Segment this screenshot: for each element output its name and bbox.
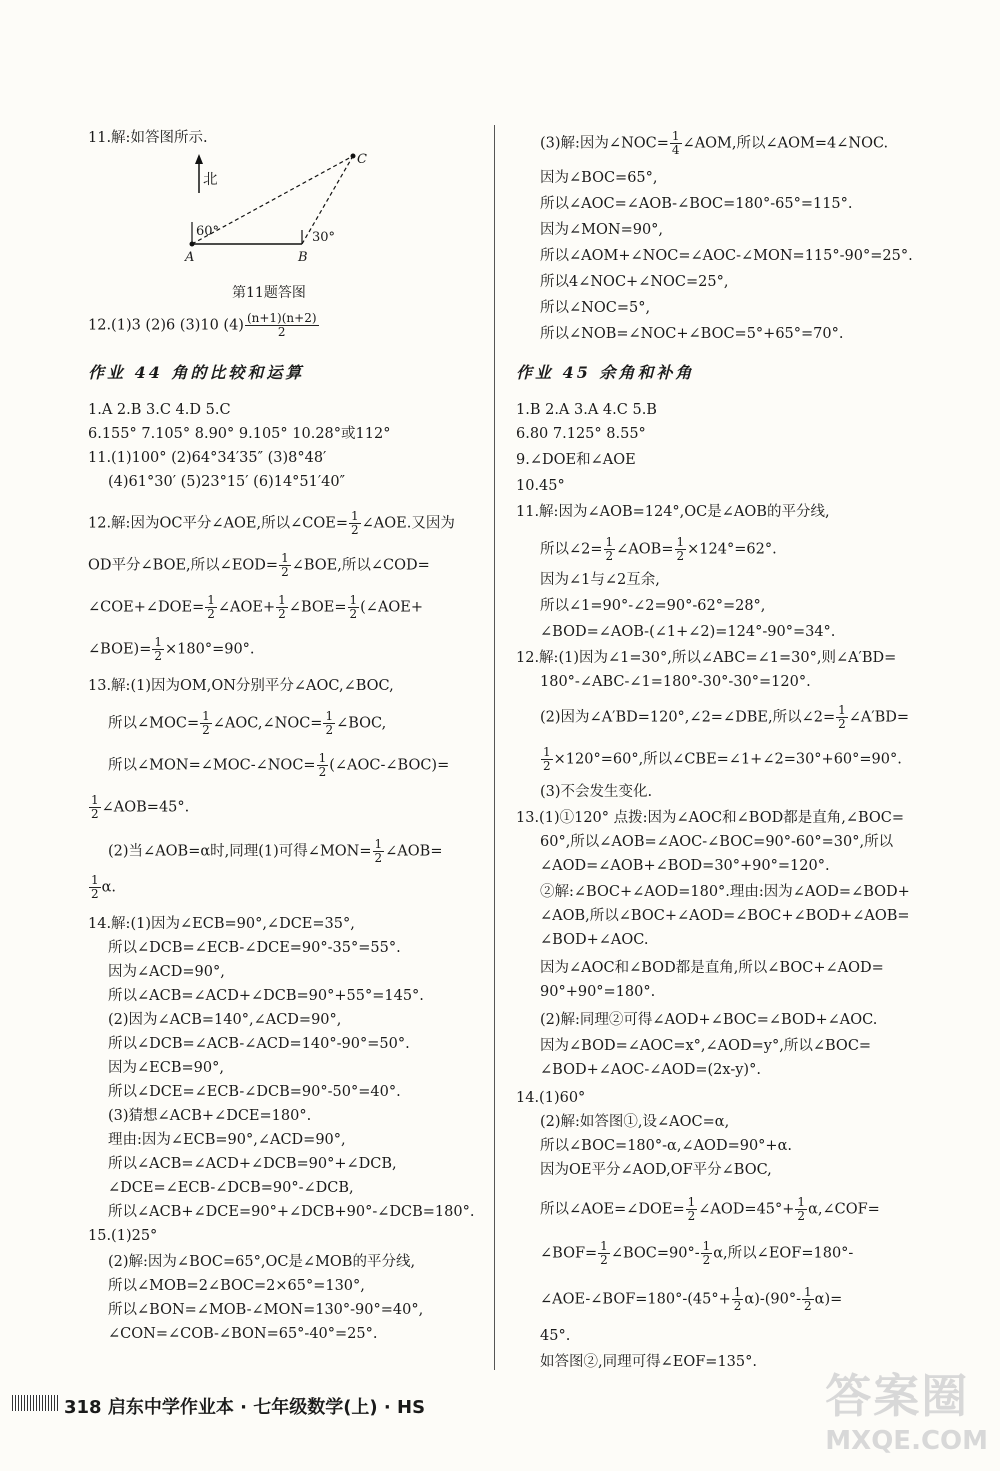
point-A	[190, 242, 195, 247]
north-arrow-head	[195, 154, 203, 164]
frac	[686, 1196, 698, 1223]
frac	[732, 1286, 744, 1313]
d: 2	[91, 887, 99, 901]
frac	[152, 636, 164, 663]
watermark-logo	[825, 1360, 988, 1456]
n: 1	[600, 1239, 608, 1253]
q11-figure	[170, 148, 370, 266]
b45-13i: (2)解:同理②可得∠AOD+∠BOC=∠BOD+∠AOC.	[540, 1012, 878, 1028]
d: 4	[671, 143, 680, 157]
a44-14i: (3)猜想∠ACB+∠DCE=180°.	[108, 1108, 312, 1124]
d: 2	[543, 759, 551, 773]
n: 1	[325, 709, 334, 723]
a44-15a: 15.(1)25°	[88, 1228, 158, 1244]
t: 所以∠AOE=∠DOE=	[540, 1201, 685, 1218]
t: ∠COE+∠DOE=	[88, 599, 205, 616]
b45-12d	[540, 746, 902, 773]
t: ∠AOB=45°.	[101, 799, 190, 816]
section-45-heading: 作业 45 余角和补角	[516, 363, 695, 382]
b45-10: 10.45°	[516, 478, 565, 494]
n: 1	[676, 535, 685, 549]
b45-12a: 12.解:(1)因为∠1=30°,所以∠ABC=∠1=30°,则∠A′BD=	[516, 650, 897, 666]
n: 1	[349, 593, 358, 607]
a44-13c	[108, 752, 449, 779]
frac	[323, 710, 335, 737]
frac	[541, 746, 553, 773]
b45-14g	[540, 1286, 842, 1313]
d: 2	[207, 607, 215, 621]
b45-14a: 14.(1)60°	[516, 1090, 586, 1106]
b45-14h: 45°.	[540, 1328, 571, 1344]
frac	[373, 838, 385, 865]
b45-13b: 60°,所以∠AOB=∠AOC-∠BOC=90°-60°=30°,所以	[540, 834, 894, 850]
frac	[598, 1240, 610, 1267]
b45-14e	[540, 1196, 880, 1223]
r-3h: 所以∠NOB=∠NOC+∠BOC=5°+65°=70°.	[540, 326, 844, 342]
watermark-url: MXQE.COM	[825, 1426, 988, 1456]
b45-13k: ∠BOD+∠AOC-∠AOD=(2x-y)°.	[540, 1062, 761, 1078]
page-footer: 318 启东中学作业本 · 七年级数学(上) · HS	[64, 1397, 426, 1418]
frac	[205, 594, 217, 621]
q12-den: 2	[277, 325, 286, 339]
a44-11: 11.(1)100° (2)64°34′35″ (3)8°48′	[88, 450, 327, 466]
n: 1	[702, 1239, 711, 1253]
a44-14d: 所以∠ACB=∠ACD+∠DCB=90°+55°=145°.	[108, 988, 424, 1004]
a44-14c: 因为∠ACD=90°,	[108, 964, 225, 980]
a44-14m: 所以∠ACB+∠DCE=90°+∠DCB+90°-∠DCB=180°.	[108, 1204, 475, 1220]
a44-14g: 因为∠ECB=90°,	[108, 1060, 224, 1076]
t: 12.解:因为OC平分∠AOE,所以∠COE=	[88, 515, 348, 532]
t: ∠BOF=	[540, 1245, 598, 1262]
b45-14i: 如答图②,同理可得∠EOF=135°.	[540, 1354, 757, 1370]
q12-prefix: 12.(1)3 (2)6 (3)10 (4)	[88, 317, 244, 334]
b45-11c: 因为∠1与∠2互余,	[540, 572, 660, 588]
t: ×180°=90°.	[165, 641, 255, 658]
frac	[279, 552, 291, 579]
d: 2	[154, 649, 162, 663]
b45-14b: (2)解:如答图①,设∠AOC=α,	[540, 1114, 730, 1130]
b45-1: 1.B 2.A 3.A 4.C 5.B	[516, 402, 657, 418]
b45-12e: (3)不会发生变化.	[540, 784, 653, 800]
r-3g: 所以∠NOC=5°,	[540, 300, 651, 316]
north-label: 北	[203, 172, 218, 188]
d: 2	[325, 723, 334, 737]
n: 1	[91, 793, 99, 807]
frac	[604, 536, 616, 563]
point-C	[351, 154, 356, 159]
t: ∠BOE)=	[88, 641, 152, 658]
frac	[317, 752, 329, 779]
n: 1	[154, 635, 162, 649]
b45-11d: 所以∠1=90°-∠2=90°-62°=28°,	[540, 598, 766, 614]
t: (45°+	[687, 1291, 731, 1308]
d: 2	[351, 523, 359, 537]
d: 2	[676, 549, 685, 563]
frac	[276, 594, 288, 621]
t: ∠AOB=	[616, 541, 674, 558]
a44-14k: 所以∠ACB=∠ACD+∠DCB=90°+∠DCB,	[108, 1156, 397, 1172]
r-3	[540, 130, 888, 157]
frac	[670, 130, 682, 157]
d: 2	[605, 549, 614, 563]
n: 1	[351, 509, 359, 523]
d: 2	[687, 1209, 696, 1223]
t: ∠AOE+	[217, 599, 276, 616]
a44-14b: 所以∠DCB=∠ECB-∠DCE=90°-35°=55°.	[108, 940, 401, 956]
angle-30-label: 30°	[312, 230, 336, 245]
d: 2	[838, 717, 846, 731]
t: OD平分∠BOE,所以∠EOD=	[88, 557, 279, 574]
t: ∠AOD=45°+	[698, 1201, 795, 1218]
t: α,∠COF=	[808, 1201, 880, 1218]
b45-13h: 90°+90°=180°.	[540, 984, 656, 1000]
a44-12b	[88, 552, 430, 579]
t: 所以∠2=	[540, 541, 603, 558]
d: 2	[702, 1253, 711, 1267]
n: 1	[804, 1285, 812, 1299]
r-3f: 所以4∠NOC+∠NOC=25°,	[540, 274, 729, 290]
d: 2	[349, 607, 358, 621]
t: (2)因为∠A′BD=120°,∠2=∠DBE,所以∠2=	[540, 709, 836, 726]
b45-12c	[540, 704, 909, 731]
b45-12b: 180°-∠ABC-∠1=180°-30°-30°=120°.	[540, 674, 811, 690]
frac	[348, 594, 360, 621]
a44-13e	[108, 838, 442, 865]
frac	[701, 1240, 713, 1267]
n: 1	[202, 709, 210, 723]
angle-60-label: 60°	[196, 224, 220, 239]
r-3e: 所以∠AOM+∠NOC=∠AOC-∠MON=115°-90°=25°.	[540, 248, 913, 264]
b45-13f: ∠BOD+∠AOC.	[540, 932, 649, 948]
a44-14a: 14.解:(1)因为∠ECB=90°,∠DCE=35°,	[88, 916, 355, 932]
a44-6: 6.155° 7.105° 8.90° 9.105° 10.28°或112°	[88, 426, 391, 442]
point-B-label: B	[298, 250, 308, 265]
d: 2	[318, 765, 327, 779]
r-3d: 因为∠MON=90°,	[540, 222, 664, 238]
n: 1	[671, 129, 680, 143]
point-A-label: A	[185, 250, 195, 265]
point-C-label: C	[357, 152, 367, 167]
n: 1	[281, 551, 289, 565]
b45-11b	[540, 536, 777, 563]
b45-13c: ∠AOD=∠AOB+∠BOD=30°+90°=120°.	[540, 858, 830, 874]
t: (∠AOE+	[360, 599, 424, 616]
b45-11e: ∠BOD=∠AOB-(∠1+∠2)=124°-90°=34°.	[540, 624, 836, 640]
d: 2	[281, 565, 289, 579]
n: 1	[733, 1285, 742, 1299]
b45-14c: 所以∠BOC=180°-α,∠AOD=90°+α.	[540, 1138, 792, 1154]
a44-14f: 所以∠DCB=∠ACB-∠ACD=140°-90°=50°.	[108, 1036, 410, 1052]
a44-14l: ∠DCE=∠ECB-∠DCB=90°-∠DCB,	[108, 1180, 354, 1196]
q12-answer	[88, 312, 320, 339]
t: ∠AOC,∠NOC=	[212, 715, 323, 732]
b45-14f	[540, 1240, 853, 1267]
b45-13j: 因为∠BOD=∠AOC=x°,∠AOD=y°,所以∠BOC=	[540, 1038, 872, 1054]
a44-1: 1.A 2.B 3.C 4.D 5.C	[88, 402, 231, 418]
n: 1	[687, 1195, 696, 1209]
b45-13e: ∠AOB,所以∠BOC+∠AOD=∠BOC+∠BOD+∠AOB=	[540, 908, 910, 924]
t: α)-(90°-	[744, 1291, 802, 1308]
r-3b: 因为∠BOC=65°,	[540, 170, 658, 186]
n: 1	[605, 535, 614, 549]
d: 2	[733, 1299, 742, 1313]
a44-15c: 所以∠MOB=2∠BOC=2×65°=130°,	[108, 1278, 365, 1294]
t: ∠BOC=90°-	[610, 1245, 700, 1262]
t: ∠BOC,	[336, 715, 387, 732]
a44-13f	[88, 874, 116, 901]
n: 1	[543, 745, 551, 759]
a44-11b: (4)61°30′ (5)23°15′ (6)14°51′40″	[108, 474, 346, 490]
frac	[89, 794, 101, 821]
b45-13a: 13.(1)①120° 点拨:因为∠AOC和∠BOD都是直角,∠BOC=	[516, 810, 905, 826]
d: 2	[278, 607, 286, 621]
t: ×124°=62°.	[687, 541, 777, 558]
t: ∠AOM,所以∠AOM=4∠NOC.	[682, 135, 889, 152]
t: ∠BOE,所以∠COD=	[291, 557, 430, 574]
t: ×120°=60°,所以∠CBE=∠1+∠2=30°+60°=90°.	[553, 751, 902, 768]
a44-12d	[88, 636, 255, 663]
d: 2	[91, 807, 99, 821]
t: 所以∠MON=∠MOC-∠NOC=	[108, 757, 316, 774]
q11-text: 11.解:如答图所示.	[88, 130, 208, 146]
frac	[200, 710, 212, 737]
t: α)=	[814, 1291, 843, 1308]
b45-13g: 因为∠AOC和∠BOD都是直角,所以∠BOC+∠AOD=	[540, 960, 884, 976]
a44-15e: ∠CON=∠COB-∠BON=65°-40°=25°.	[108, 1326, 378, 1342]
a44-12c	[88, 594, 423, 621]
t: (∠AOC-∠BOC)=	[329, 757, 450, 774]
a44-14h: 所以∠DCE=∠ECB-∠DCB=90°-50°=40°.	[108, 1084, 401, 1100]
t: ∠AOB=	[385, 843, 443, 860]
a44-14e: (2)因为∠ACB=140°,∠ACD=90°,	[108, 1012, 342, 1028]
a44-12a	[88, 510, 455, 537]
watermark-text: 答案圈	[825, 1369, 970, 1423]
b45-9: 9.∠DOE和∠AOE	[516, 452, 636, 468]
frac	[349, 510, 361, 537]
t: (2)当∠AOB=α时,同理(1)可得∠MON=	[108, 843, 372, 860]
r-3c: 所以∠AOC=∠AOB-∠BOC=180°-65°=115°.	[540, 196, 853, 212]
frac	[836, 704, 848, 731]
b45-6: 6.80 7.125° 8.55°	[516, 426, 646, 442]
frac	[795, 1196, 807, 1223]
b45-13d: ②解:∠BOC+∠AOD=180°.理由:因为∠AOD=∠BOD+	[540, 884, 910, 900]
n: 1	[278, 593, 286, 607]
a44-15d: 所以∠BON=∠MOB-∠MON=130°-90°=40°,	[108, 1302, 424, 1318]
t: α,所以∠EOF=180°-	[713, 1245, 854, 1262]
n: 1	[318, 751, 327, 765]
b45-14d: 因为OE平分∠AOD,OF平分∠BOC,	[540, 1162, 772, 1178]
d: 2	[804, 1299, 812, 1313]
b45-11a: 11.解:因为∠AOB=124°,OC是∠AOB的平分线,	[516, 504, 830, 520]
t: ∠AOE.又因为	[361, 515, 455, 532]
t: α.	[101, 879, 117, 896]
a44-13a: 13.解:(1)因为OM,ON分别平分∠AOC,∠BOC,	[88, 678, 394, 694]
frac	[675, 536, 687, 563]
q12-fraction	[245, 312, 319, 339]
a44-15b: (2)解:因为∠BOC=65°,OC是∠MOB的平分线,	[108, 1254, 416, 1270]
section-44-heading: 作业 44 角的比较和运算	[88, 363, 305, 382]
q12-num: (n+1)(n+2)	[246, 311, 317, 325]
frac	[802, 1286, 814, 1313]
t: (3)解:因为∠NOC=	[540, 135, 669, 152]
t: ∠A′BD=	[848, 709, 910, 726]
d: 2	[600, 1253, 608, 1267]
n: 1	[91, 873, 99, 887]
t: 所以∠MOC=	[108, 715, 200, 732]
n: 1	[207, 593, 215, 607]
n: 1	[374, 837, 383, 851]
a44-14j: 理由:因为∠ECB=90°,∠ACD=90°,	[108, 1132, 346, 1148]
figure-caption: 第11题答图	[232, 285, 306, 301]
barcode-icon	[12, 1395, 60, 1411]
n: 1	[797, 1195, 806, 1209]
t: ∠AOE-∠BOF=180°-	[540, 1291, 688, 1308]
frac	[89, 874, 101, 901]
d: 2	[797, 1209, 806, 1223]
n: 1	[838, 703, 846, 717]
t: ∠BOE=	[288, 599, 347, 616]
a44-13b	[108, 710, 386, 737]
d: 2	[374, 851, 383, 865]
column-divider	[494, 125, 495, 1370]
d: 2	[202, 723, 210, 737]
a44-13d	[88, 794, 189, 821]
